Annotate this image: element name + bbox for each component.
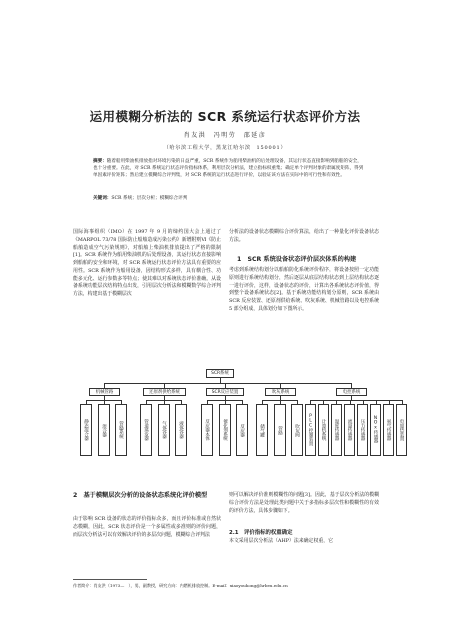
group-reductant-supply: 还原剂供给系统 bbox=[143, 388, 186, 396]
section-1-paragraph: 考虑到系统结构划分以船舶防化系统评价程序，将设备按照一定功能原则进行系统结构划分，然后逐层从底层结构状态到上层结构状态逐一进行评价，这样，设备状态的评价，计算出各系统状态评价值，得到整个设备系统状态[2]。基于系统功能结构划分原则，SCR 系统由 SCR 反应装置、还原剂供给系统、吹灰系统、机械管路以及电控系统 5 部分组成，具体划分如下图所示。 bbox=[229, 267, 379, 312]
leaf-computer-system: 计算机系统 bbox=[318, 404, 329, 456]
leaf-pressure-sensor: 压力传感器 bbox=[357, 404, 368, 456]
leaf-reactor-body: 反应器本体 bbox=[201, 404, 213, 456]
leaf-flow-sensor: 流量传感器 bbox=[344, 404, 355, 456]
abstract-label: 摘要： bbox=[93, 159, 107, 164]
paper-title: 运用模糊分析法的 SCR 系统运行状态评价方法 bbox=[89, 109, 361, 124]
diagram-root: SCR系统 bbox=[206, 369, 234, 378]
affiliation: （哈尔滨工程大学，黑龙江哈尔滨 150001） bbox=[163, 145, 287, 151]
authors: 肖友洪 冯明劳 邵延彦 bbox=[183, 132, 267, 139]
abstract bbox=[93, 158, 365, 180]
group-soot-blowing: 吹灰系统 bbox=[265, 388, 296, 396]
leaf-ammonia-sensor: 氨气传感器 bbox=[383, 404, 394, 456]
leaf-mixer: 混合器 bbox=[98, 404, 110, 456]
leaf-liquid-container: 液体容器 bbox=[175, 404, 187, 456]
group-scr-reactor: SCR反应装置 bbox=[206, 388, 244, 396]
leaf-static-mixer: 静态混合器 bbox=[80, 404, 92, 456]
leaf-plc-control: PLC控制装置 bbox=[305, 404, 316, 456]
leaf-pipeline: 管路 bbox=[274, 404, 286, 456]
section-2-1-paragraph: 本文采用层次分析法（AHP）法来确定权重，它 bbox=[229, 538, 334, 544]
abstract-text: 随着船用柴油机排放指对环境污染的日益严重，SCR 系统作为船用柴油机的后处理设备，其运行状态直接影响到船舶的安全，也十分重要。在此，对 SCR 系统运行状态评价指标体系，利用层次分析法，建立指标权重集；确定单个评判对象的隶属度矩阵，得到单因素评价矩阵；然后建立模糊综合评判集，对 SCR 系统的运行状态进行评价，以验证该方法在实际中的可行性和有效性。 bbox=[93, 159, 364, 179]
leaf-gas-container: 气体容器 bbox=[158, 404, 170, 456]
group-mechanical-piping: 机械管路 bbox=[89, 388, 120, 396]
leaf-catalyst-system: 催化剂系统 bbox=[219, 404, 231, 456]
leaf-soot-valve: 吹灰阀 bbox=[291, 404, 303, 456]
leaf-nox-sensor: NOx传感器 bbox=[370, 404, 381, 456]
keywords bbox=[93, 195, 365, 202]
leaf-air-tank: 储气罐 bbox=[256, 404, 268, 456]
section-2-paragraph-cont: 则可以解决评价准则模糊性的问题[3]。因此，基于层次分析法的模糊综合评价方法是处理此类问题中关于多指标多层次性和模糊性的有效的评价方法，具体步骤如下。 bbox=[229, 492, 379, 514]
section-2-paragraph: 由于影响 SCR 设备的状态的评价指标众多，而且评价标准或自然状态模糊，因此，SCR 状态评价是一个多属性或多准则的评价问题，而层次分析法可以有效解决评价的多层次问题，模糊综合评判法 bbox=[73, 516, 221, 538]
intro-paragraph: 国际海事组织（IMO）在 1997 年 9 月的缔约国大会上通过了《MARPOL 73/78 国际防止船舶造成污染公约》新增附则Ⅵ《防止船舶造成空气污染规则》，对船舶上柴油机排放提出了严格的限制[1]。SCR 系统作为船用柴油机的后处理设备，其运行状态直接影响到船舶的安全和环境，对 SCR 系统运行状态评价方法具有重要的应用性。SCR 系统作为船用设备，因结构形式多样，具有耦合性、功能多元化、运行参数多等特点；使其难以对系统状态评价准确。从设备系统功能层次结构特点出发，引用层次分析法和模糊数学综合评判方法，构建出基于模糊层次 bbox=[73, 229, 221, 297]
leaf-pipe-evaporator: 管道蒸发器 bbox=[140, 404, 152, 456]
section-2-heading: 2 基于模糊层次分析的设备状态系统化评价模型 bbox=[73, 492, 208, 499]
section-1-heading: 1 SCR 系统设备状态评价层次体系的构建 bbox=[237, 256, 357, 263]
group-electrical-control: 电控系统 bbox=[336, 388, 367, 396]
keywords-label: 关键词： bbox=[93, 196, 112, 201]
leaf-electric-heater: 电加热装置 bbox=[396, 404, 407, 456]
leaf-reactor: 反应器 bbox=[236, 404, 248, 456]
intro-paragraph-cont: 分析法的设备状态模糊综合评价算法，给出了一种量化评价设备状态方法。 bbox=[229, 229, 379, 243]
footnote: 作者简介：肖友洪（1973— ），男，副教授，研究方向：内燃机排放控制。E-mail：xiaoyouhong@hrbeu.edu.cn bbox=[73, 583, 288, 588]
leaf-piping-system: 管路系统 bbox=[115, 404, 127, 456]
keywords-text: SCR 系统；层次分析；模糊综合评判 bbox=[111, 196, 188, 201]
leaf-temperature-sensor: 温度传感器 bbox=[331, 404, 342, 456]
footnote-rule bbox=[73, 579, 147, 580]
section-2-1-heading: 2.1 评价指标的权重确定 bbox=[229, 530, 293, 536]
